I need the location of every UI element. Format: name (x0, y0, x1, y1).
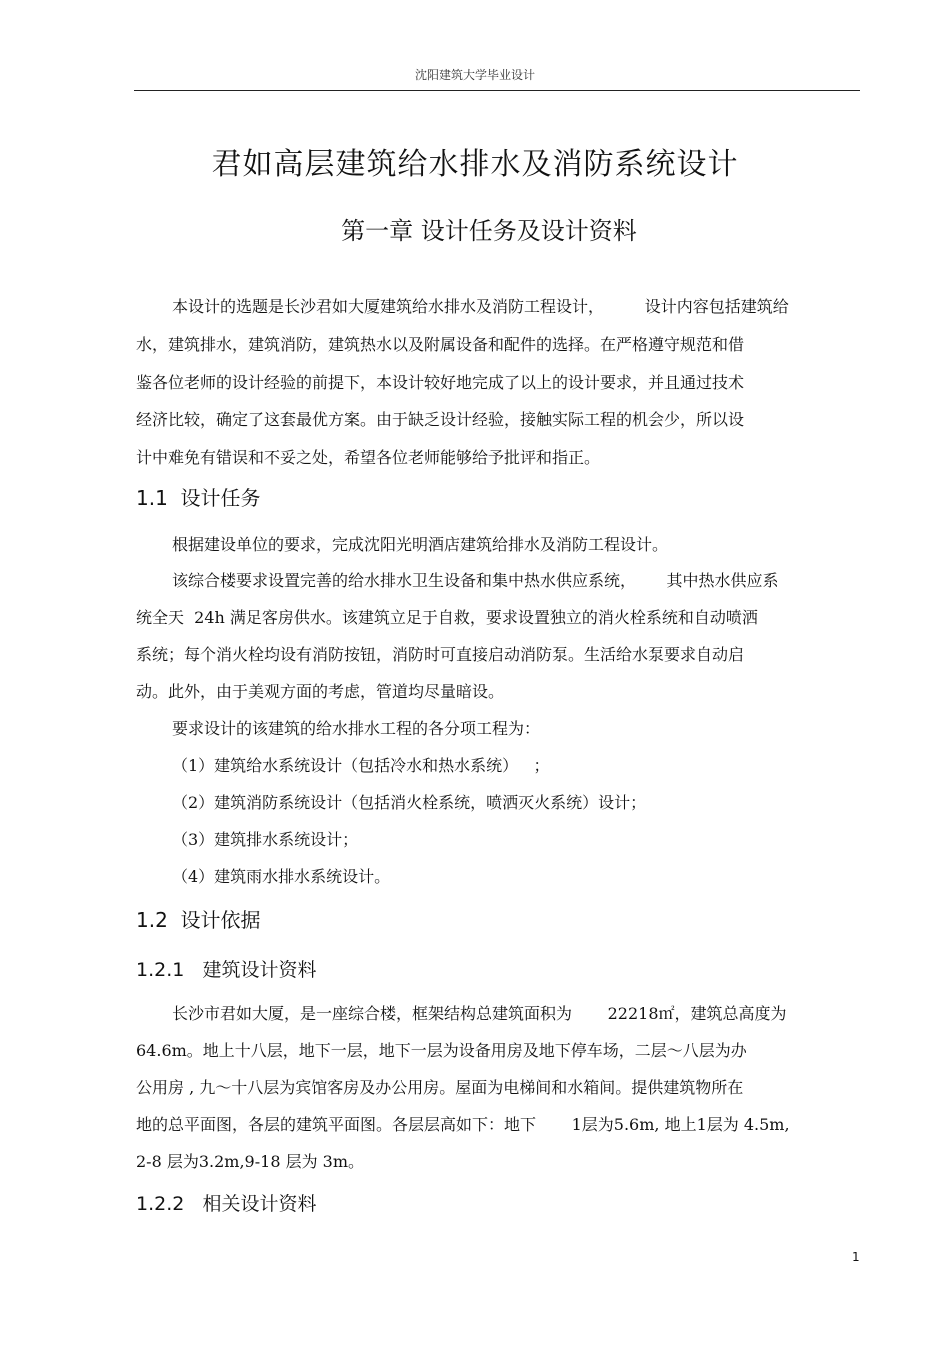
paragraph-line: 2-8 层为3.2m,9-18 层为 3m。 (136, 1152, 365, 1171)
paragraph-line: 地的总平面图，各层的建筑平面图。各层层高如下：地下 1层为5.6m, 地上1层为 4.5m, (136, 1115, 790, 1134)
document-title: 君如高层建筑给水排水及消防系统设计 (211, 147, 739, 182)
page-number: 1 (852, 1250, 860, 1264)
paragraph-line: 根据建设单位的要求，完成沈阳光明酒店建筑给排水及消防工程设计。 (172, 535, 669, 554)
header-divider (134, 90, 860, 91)
paragraph-line: 该综合楼要求设置完善的给水排水卫生设备和集中热水供应系统， 其中热水供应系 (172, 571, 779, 590)
intro-line: 本设计的选题是长沙君如大厦建筑给水排水及消防工程设计， 设计内容包括建筑给 (172, 297, 789, 316)
intro-line: 经济比较，确定了这套最优方案。由于缺乏设计经验，接触实际工程的机会少，所以设 (136, 410, 745, 429)
page-header: 沈阳建筑大学毕业设计 (414, 68, 535, 82)
paragraph-line: 要求设计的该建筑的给水排水工程的各分项工程为： (172, 719, 541, 738)
section-heading-1-1: 1.1 设计任务 (136, 486, 261, 510)
intro-line: 鉴各位老师的设计经验的前提下，本设计较好地完成了以上的设计要求，并且通过技术 (136, 373, 745, 392)
list-item: （1）建筑给水系统设计（包括冷水和热水系统） ； (172, 756, 550, 775)
paragraph-line: 动。此外，由于美观方面的考虑，管道均尽量暗设。 (136, 682, 505, 701)
paragraph-line: 统全天 24h 满足客房供水。该建筑立足于自救，要求设置独立的消火栓系统和自动喷洒 (136, 608, 758, 627)
intro-line: 计中难免有错误和不妥之处，希望各位老师能够给予批评和指正。 (136, 448, 601, 467)
paragraph-line: 长沙市君如大厦，是一座综合楼，框架结构总建筑面积为 22218㎡，建筑总高度为 (172, 1004, 787, 1023)
paragraph-line: 64.6m。地上十八层，地下一层，地下一层为设备用房及地下停车场，二层～八层为办 (136, 1041, 747, 1060)
paragraph-line: 系统；每个消火栓均设有消防按钮，消防时可直接启动消防泵。生活给水泵要求自动启 (136, 645, 745, 664)
section-heading-1-2-2: 1.2.2 相关设计资料 (136, 1193, 317, 1215)
list-item: （2）建筑消防系统设计（包括消火栓系统，喷洒灭火系统）设计； (172, 793, 647, 812)
list-item: （4）建筑雨水排水系统设计。 (172, 867, 391, 886)
intro-line: 水，建筑排水，建筑消防，建筑热水以及附属设备和配件的选择。在严格遵守规范和借 (136, 335, 745, 354)
section-heading-1-2-1: 1.2.1 建筑设计资料 (136, 959, 317, 981)
list-item: （3）建筑排水系统设计； (172, 830, 359, 849)
section-heading-1-2: 1.2 设计依据 (136, 908, 261, 932)
chapter-heading: 第一章 设计任务及设计资料 (341, 217, 637, 245)
paragraph-line: 公用房 , 九～十八层为宾馆客房及办公用房。屋面为电梯间和水箱间。提供建筑物所在 (136, 1078, 744, 1097)
